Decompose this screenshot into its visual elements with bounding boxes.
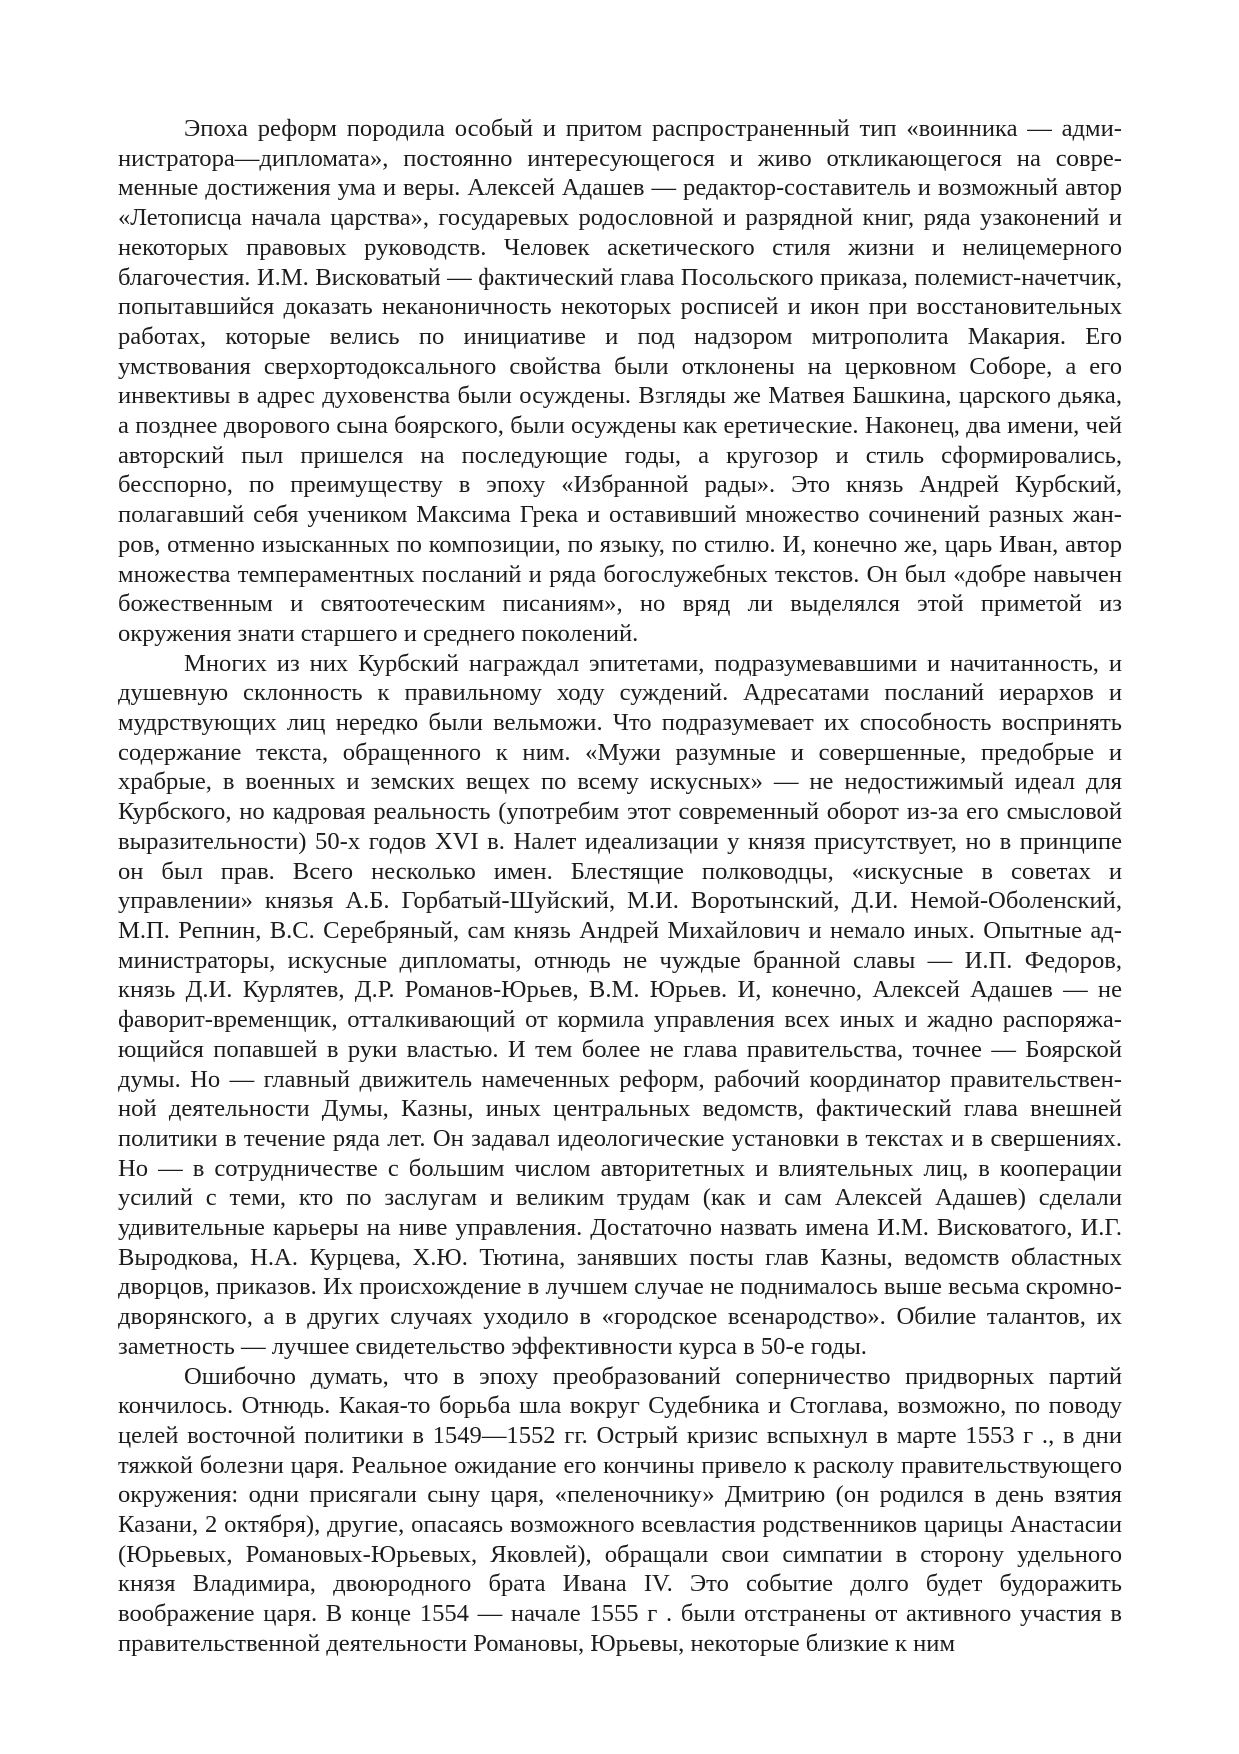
document-page (118, 114, 1122, 1659)
paragraph-1: Эпоха реформ породила особый и притом распространенный тип «воинника — администратора—дипломата», постоянно интересующегося и живо откликающегося на современные достижения ума и веры. Алексей Адашев — редактор-составитель и возможный автор «Летописца начала царства», государевых родословной и разрядной книг, ряда узаконений и некоторых правовых руководств. Человек аскетического стиля жизни и нелицемерного благочестия. И.М. Висковатый — фактический глава Посольского приказа, полемист-начетчик, попытавшийся доказать неканоничность некоторых росписей и икон при восстановительных работах, которые велись по инициативе и под надзором митрополита Макария. Его умствования сверхортодоксального свойства были отклонены на церковном Соборе, а его инвективы в адрес духовенства были осуждены. Взгляды же Матвея Башкина, царского дьяка, а позднее дворового сына боярского, были осуждены как еретические. Наконец, два имени, чей авторский пыл пришелся на последующие годы, а кругозор и стиль сформировались, бесспорно, по преимуществу в эпоху «Избранной рады». Это князь Андрей Курбский, полагавший себя учеником Максима Грека и оставивший множество сочинений разных жанров, отменно изысканных по композиции, по языку, по стилю. И, конечно же, царь Иван, автор множества темпераментных посланий и ряда богослужебных текстов. Он был «добре навычен божественным и святоотеческим писаниям», но вряд ли выделялся этой приметой из окружения знати старшего и среднего поколений. (118, 115, 1122, 647)
paragraph-2: Многих из них Курбский награждал эпитетами, подразумевавшими и начитанность, и душевную склонность к правильному ходу суждений. Адресатами посланий иерархов и мудрствующих лиц нередко были вельможи. Что подразумевает их способность воспринять содержание текста, обращенного к ним. «Мужи разумные и совершенные, предобрые и храбрые, в военных и земских вещех по всему искусных» — не недостижимый идеал для Курбского, но кадровая реальность (употребим этот современный оборот из-за его смысловой выразительности) 50-х годов XVI в. Налет идеализации у князя присутствует, но в принципе он был прав. Всего несколько имен. Блестящие полководцы, «искусные в советах и управлении» князья А.Б. Горбатый-Шуйский, М.И. Воротынский, Д.И. Немой-Оболенский, М.П. Репнин, В.С. Серебряный, сам князь Андрей Михайлович и немало иных. Опытные администраторы, искусные дипломаты, отнюдь не чуждые бранной славы — И.П. Федоров, князь Д.И. Курлятев, Д.Р. Романов-Юрьев, В.М. Юрьев. И, конечно, Алексей Адашев — не фаворит-временщик, отталкивающий от кормила управления всех иных и жадно распоряжающийся попавшей в руки властью. И тем более не глава правительства, точнее — Боярской думы. Но — главный движитель намеченных реформ, рабочий координатор правительственной деятельности Думы, Казны, иных центральных ведомств, фактический глава внешней политики в течение ряда лет. Он задавал идеологические установки в текстах и в свершениях. Но — в сотрудничестве с большим числом авторитетных и влиятельных лиц, в кооперации усилий с теми, кто по заслугам и великим трудам (как и сам Алексей Адашев) сделали удивительные карьеры на ниве управления. Достаточно назвать имена И.М. Висковатого, И.Г. Выродкова, Н.А. Курцева, Х.Ю. Тютина, занявших посты глав Казны, ведомств областных дворцов, приказов. Их происхождение в лучшем случае не поднималось выше весьма скромно-дворянского, а в других случаях уходило в «городское всенародство». Обилие талантов, их заметность — лучшее свидетельство эффективности курса в 50-е годы. (118, 649, 1122, 1360)
paragraph-3: Ошибочно думать, что в эпоху преобразований соперничество придворных партий кончилось. Отнюдь. Какая-то борьба шла вокруг Судебника и Стоглава, возможно, по поводу целей восточной политики в 1549—1552 гг. Острый кризис вспыхнул в марте 1553 г ., в дни тяжкой болезни царя. Реальное ожидание его кончины привело к расколу правительствующего окружения: одни присягали сыну царя, «пеленочнику» Дмитрию (он родился в день взятия Казани, 2 октября), другие, опасаясь возможного всевластия родственников царицы Анастасии (Юрьевых, Романовых-Юрьевых, Яковлей), обращали свои симпатии в сторону удельного князя Владимира, двоюродного брата Ивана IV. Это событие долго будет будоражить воображение царя. В конце 1554 — начале 1555 г . были отстранены от активного участия в правительственной деятельности Романовы, Юрьевы, некоторые близкие к ним (118, 1362, 1122, 1657)
